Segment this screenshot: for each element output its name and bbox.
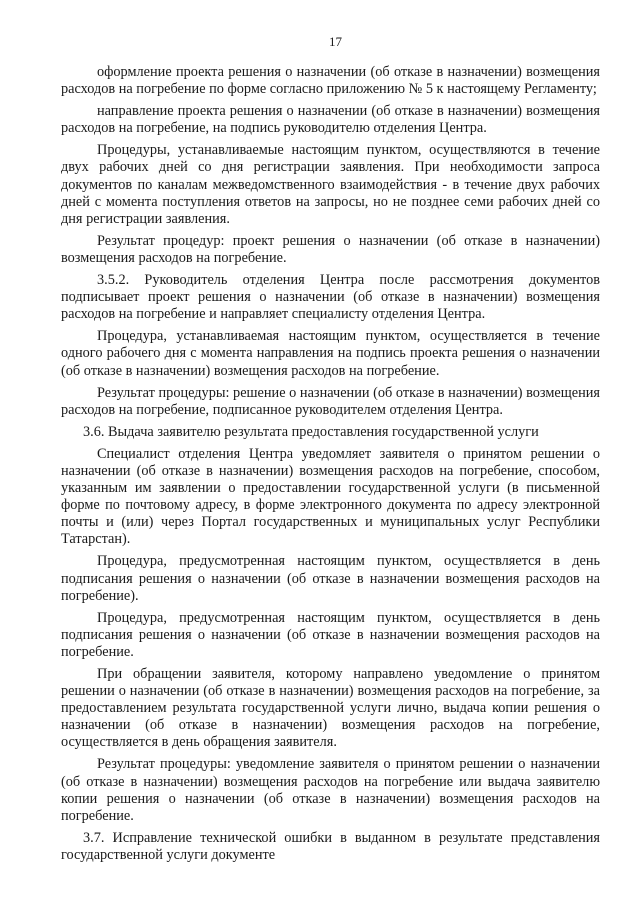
paragraph-procedure-result: Результат процедур: проект решения о назначении (об отказе в назначении) возмещения расходов на погребение. (61, 232, 600, 266)
paragraph-signing-timing: Процедура, устанавливаемая настоящим пунктом, осуществляется в течение одного рабочего дня с момента направления на подпись проекта решения о назначении (об отказе в назначении) возмещения расходов на погребение. (61, 328, 600, 379)
paragraph-notification-timing-1: Процедура, предусмотренная настоящим пунктом, осуществляется в день подписания решения о назначении (об отказе в назначении возмещения расходов на погребение). (61, 553, 600, 604)
section-heading-3-7: 3.7. Исправление технической ошибки в выданном в результате представления государственной услуги документе (61, 829, 600, 863)
paragraph-draft-submission: направление проекта решения о назначении (об отказе в назначении) возмещения расходов на погребение, на подпись руководителю отделения Центра. (61, 103, 600, 137)
paragraph-notification-timing-2: Процедура, предусмотренная настоящим пунктом, осуществляется в день подписания решения о назначении (об отказе в назначении возмещения расходов на погребение. (61, 609, 600, 660)
document-body (61, 64, 600, 864)
page-number: 17 (329, 34, 342, 49)
paragraph-final-result: Результат процедуры: уведомление заявителя о принятом решении о назначении (об отказе в назначении) возмещения расходов на погребение или выдача заявителю копии решения о назначении (об отказе в назначении) возмещения расходов на погребение. (61, 756, 600, 824)
paragraph-procedure-timing: Процедуры, устанавливаемые настоящим пунктом, осуществляются в течение двух рабочих дней со дня регистрации заявления. При необходимости запроса документов по каналам межведомственного взаимодействия - в течение двух рабочих дней с момента поступления ответов на запросы, но не позднее семи рабочих дней со дня регистрации заявления. (61, 142, 600, 227)
paragraph-signing-result: Результат процедуры: решение о назначении (об отказе в назначении) возмещения расходов на погребение, подписанное руководителем отделения Центра. (61, 384, 600, 418)
paragraph-section-3-5-2: 3.5.2. Руководитель отделения Центра после рассмотрения документов подписывает проект решения о назначении (об отказе в назначении) возмещения расходов на погребение и направляет специалисту отделения Центра. (61, 272, 600, 323)
paragraph-draft-preparation: оформление проекта решения о назначении (об отказе в назначении) возмещения расходов на погребение по форме согласно приложению № 5 к настоящему Регламенту; (61, 64, 600, 98)
section-heading-3-6: 3.6. Выдача заявителю результата предоставления государственной услуги (83, 423, 539, 440)
paragraph-personal-visit: При обращении заявителя, которому направлено уведомление о принятом решении о назначении (об отказе в назначении) возмещения расходов на погребение, за предоставлением результата государственной услуги лично, выдача копии решения о назначении (об отказе в назначении) возмещения расходов на погребение, осуществляется в день обращения заявителя. (61, 666, 600, 751)
paragraph-notification: Специалист отделения Центра уведомляет заявителя о принятом решении о назначении (об отказе в назначении) возмещения расходов на погребение, способом, указанным им заявлении о предоставлении государственной услуги (в письменной форме по почтовому адресу, в форме электронного документа по адресу электронной почты и (или) через Портал государственных и муниципальных услуг Республики Татарстан). (61, 445, 600, 548)
